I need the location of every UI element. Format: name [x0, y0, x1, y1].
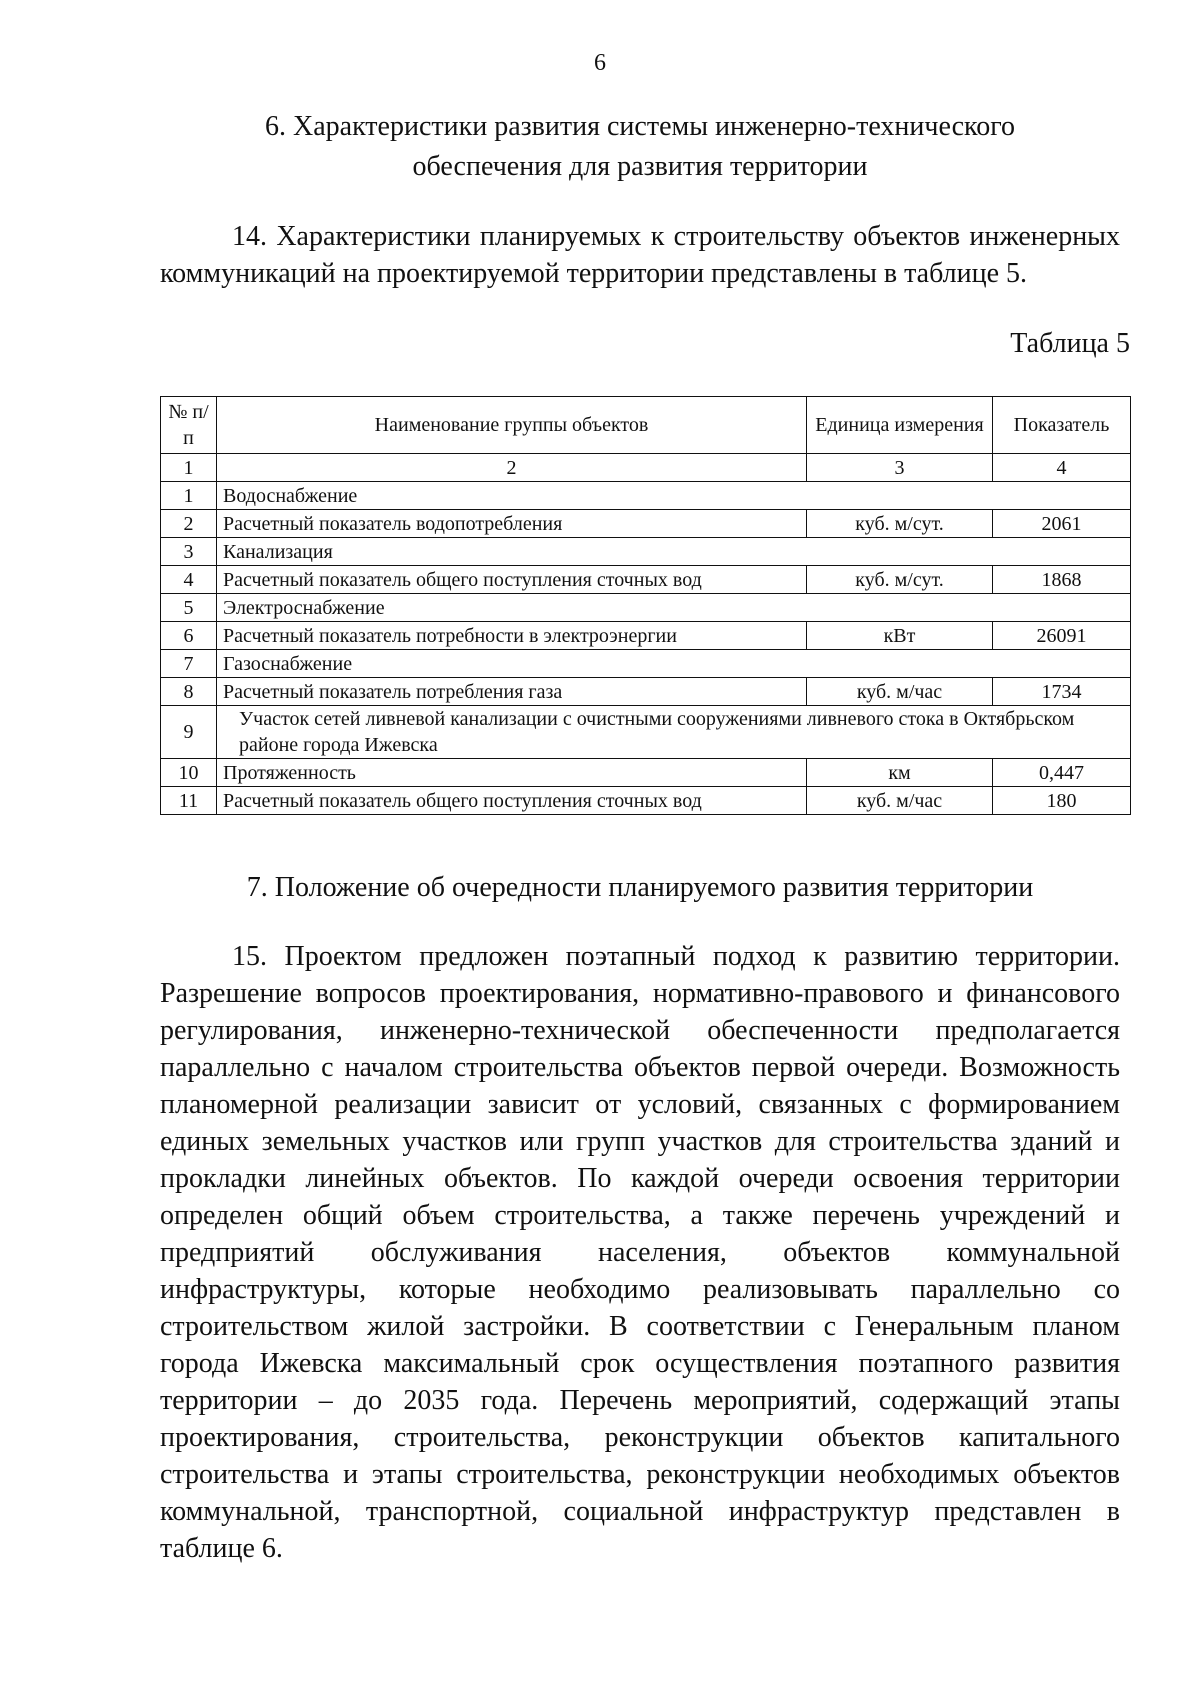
row-number: 7 — [161, 650, 217, 678]
row-name: Расчетный показатель общего поступления сточных вод — [217, 787, 807, 815]
table-row — [161, 650, 1131, 678]
column-numbers-row — [161, 454, 1131, 482]
row-name: Расчетный показатель общего поступления сточных вод — [217, 566, 807, 594]
row-number: 6 — [161, 622, 217, 650]
row-value: 1868 — [993, 566, 1131, 594]
header-num: № п/п — [161, 397, 217, 454]
table-header-row — [161, 397, 1131, 454]
table-row — [161, 510, 1131, 538]
row-name: Расчетный показатель водопотребления — [217, 510, 807, 538]
row-name: Водоснабжение — [217, 482, 1131, 510]
row-name: Электроснабжение — [217, 594, 1131, 622]
table-row — [161, 538, 1131, 566]
row-number: 8 — [161, 678, 217, 706]
row-number: 9 — [161, 706, 217, 759]
row-number: 2 — [161, 510, 217, 538]
page-number: 6 — [594, 50, 606, 76]
row-number: 4 — [161, 566, 217, 594]
row-number: 5 — [161, 594, 217, 622]
table-row — [161, 706, 1131, 759]
row-value: 0,447 — [993, 759, 1131, 787]
row-name: Расчетный показатель потребности в электроэнергии — [217, 622, 807, 650]
row-number: 3 — [161, 538, 217, 566]
table-row — [161, 759, 1131, 787]
section-7-title: 7. Положение об очередности планируемого развития территории — [246, 872, 1034, 903]
row-value: 2061 — [993, 510, 1131, 538]
row-name: Расчетный показатель потребления газа — [217, 678, 807, 706]
row-value: 1734 — [993, 678, 1131, 706]
section-6-title-line2: обеспечения для развития территории — [412, 151, 868, 182]
table-5-body — [161, 397, 1131, 815]
row-name: Протяженность — [217, 759, 807, 787]
table-row — [161, 566, 1131, 594]
table-row — [161, 622, 1131, 650]
row-number: 1 — [161, 482, 217, 510]
header-value: Показатель — [993, 397, 1131, 454]
column-number: 1 — [161, 454, 217, 482]
row-value: 180 — [993, 787, 1131, 815]
column-number: 2 — [217, 454, 807, 482]
table-5-caption: Таблица 5 — [1010, 328, 1130, 359]
table-row — [161, 482, 1131, 510]
row-unit: км — [807, 759, 993, 787]
table-row — [161, 678, 1131, 706]
section-6-title — [160, 107, 1120, 187]
row-name: Газоснабжение — [217, 650, 1131, 678]
table-5 — [160, 396, 1131, 815]
paragraph-15: 15. Проектом предложен поэтапный подход к развитию территории. Разрешение вопросов проектирования, нормативно-правового и финансового регулирования, инженерно-технической обеспеченности предполагается параллельно с началом строительства объектов первой очереди. Возможность планомерной реализации зависит от условий, связанных с формированием единых земельных участков или групп участков для строительства зданий и прокладки линейных объектов. По каждой очереди освоения территории определен общий объем строительства, а также перечень учреждений и предприятий обслуживания населения, объектов коммунальной инфраструктуры, которые необходимо реализовывать параллельно со строительством жилой застройки. В соответствии с Генеральным планом города Ижевска максимальный срок осуществления поэтапного развития территории – до 2035 года. Перечень мероприятий, содержащий этапы проектирования, строительства, реконструкции объектов капитального строительства и этапы строительства, реконструкции необходимых объектов коммунальной, транспортной, социальной инфраструктур представлен в таблице 6. — [160, 941, 1120, 1564]
paragraph-14: 14. Характеристики планируемых к строительству объектов инженерных коммуникаций на проектируемой территории представлены в таблице 5. — [160, 221, 1120, 289]
row-number: 10 — [161, 759, 217, 787]
row-unit: куб. м/сут. — [807, 510, 993, 538]
row-unit: кВт — [807, 622, 993, 650]
row-name: Участок сетей ливневой канализации с очистными сооружениями ливневого стока в Октябрьском районе города Ижевска — [217, 706, 1131, 759]
row-value: 26091 — [993, 622, 1131, 650]
table-row — [161, 594, 1131, 622]
header-name: Наименование группы объектов — [217, 397, 807, 454]
row-unit: куб. м/час — [807, 678, 993, 706]
header-unit: Единица измерения — [807, 397, 993, 454]
row-name: Канализация — [217, 538, 1131, 566]
row-number: 11 — [161, 787, 217, 815]
column-number: 4 — [993, 454, 1131, 482]
row-unit: куб. м/сут. — [807, 566, 993, 594]
table-row — [161, 787, 1131, 815]
column-number: 3 — [807, 454, 993, 482]
row-unit: куб. м/час — [807, 787, 993, 815]
section-6-title-line1: 6. Характеристики развития системы инженерно-технического — [265, 111, 1015, 142]
